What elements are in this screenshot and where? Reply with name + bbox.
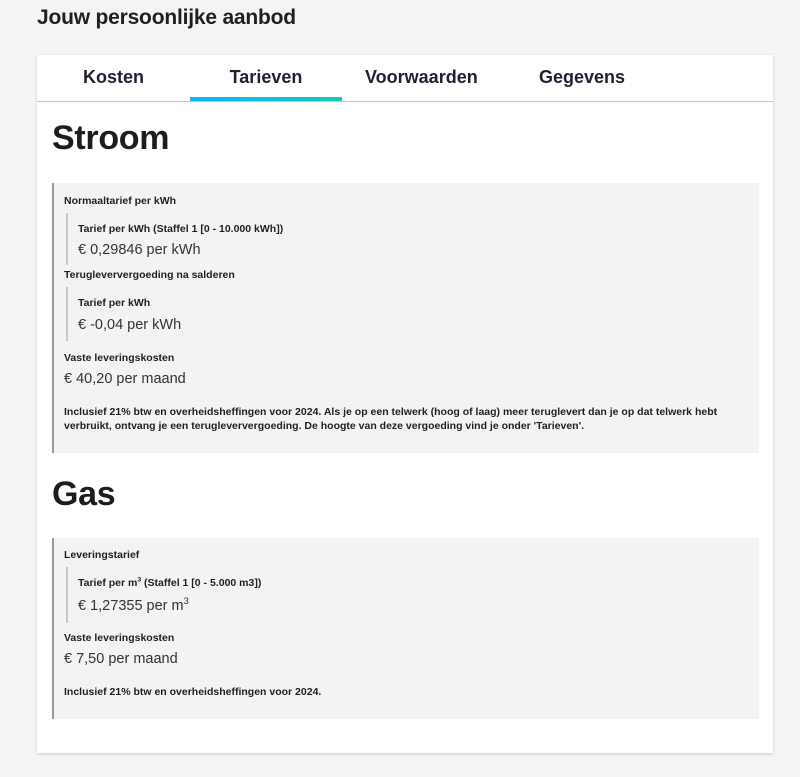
- superscript: 3: [183, 595, 189, 607]
- leveringstarief-label: Leveringstarief: [64, 549, 140, 561]
- normaaltarief-sub-label: Tarief per kWh (Staffel 1 [0 - 10.000 kWh]): [78, 223, 284, 235]
- normaaltarief-label: Normaaltarief per kWh: [64, 195, 177, 207]
- stroom-heading: Stroom: [52, 119, 170, 157]
- leveringstarief-sub: [66, 567, 466, 623]
- terugleververgoeding-sub-label: Tarief per kWh: [78, 297, 151, 309]
- terugleververgoeding-sub: [66, 287, 466, 341]
- tab-voorwaarden[interactable]: Voorwaarden: [365, 67, 478, 87]
- tab-kosten[interactable]: Kosten: [83, 67, 145, 87]
- terugleververgoeding-value: € -0,04 per kWh: [78, 317, 182, 333]
- stroom-vaste-kosten-label: Vaste leveringskosten: [64, 352, 175, 364]
- leveringstarief-sub-label-prefix: Tarief per m: [78, 577, 138, 589]
- leveringstarief-sub-label-suffix: (Staffel 1 [0 - 5.000 m3]): [141, 577, 262, 589]
- gas-heading: Gas: [52, 475, 116, 513]
- active-tab-indicator: [190, 97, 342, 101]
- tab-tarieven[interactable]: Tarieven: [229, 67, 303, 87]
- terugleververgoeding-label: Terugleververgoeding na salderen: [64, 269, 235, 281]
- stroom-panel: [52, 183, 759, 453]
- gas-vaste-kosten-label: Vaste leveringskosten: [64, 632, 175, 644]
- leveringstarief-value: [78, 595, 189, 614]
- gas-note: Inclusief 21% btw en overheidsheffingen voor 2024.: [64, 686, 322, 698]
- gas-vaste-kosten-value: € 7,50 per maand: [64, 651, 178, 667]
- page-title: Jouw persoonlijke aanbod: [37, 6, 296, 29]
- stroom-note: Inclusief 21% btw en overheidsheffingen voor 2024. Als je op een telwerk (hoog of laag) meer teruglevert dan je op dat telwerk hebt verbruikt, ontvang je een terugleververgoeding. De hoogte van deze vergoeding vind je onder 'Tarieven'.: [64, 406, 718, 432]
- normaaltarief-value: € 0,29846 per kWh: [78, 242, 201, 258]
- gas-panel: [52, 538, 759, 719]
- leveringstarief-sub-label: [78, 577, 261, 589]
- stroom-vaste-kosten-value: € 40,20 per maand: [64, 371, 186, 387]
- superscript: 3: [137, 576, 142, 584]
- leveringstarief-value-prefix: € 1,27355 per m: [78, 598, 184, 614]
- tab-bar: [37, 55, 773, 102]
- tab-gegevens[interactable]: Gegevens: [539, 67, 626, 87]
- offer-card: [37, 55, 773, 753]
- normaaltarief-sub: [66, 213, 466, 265]
